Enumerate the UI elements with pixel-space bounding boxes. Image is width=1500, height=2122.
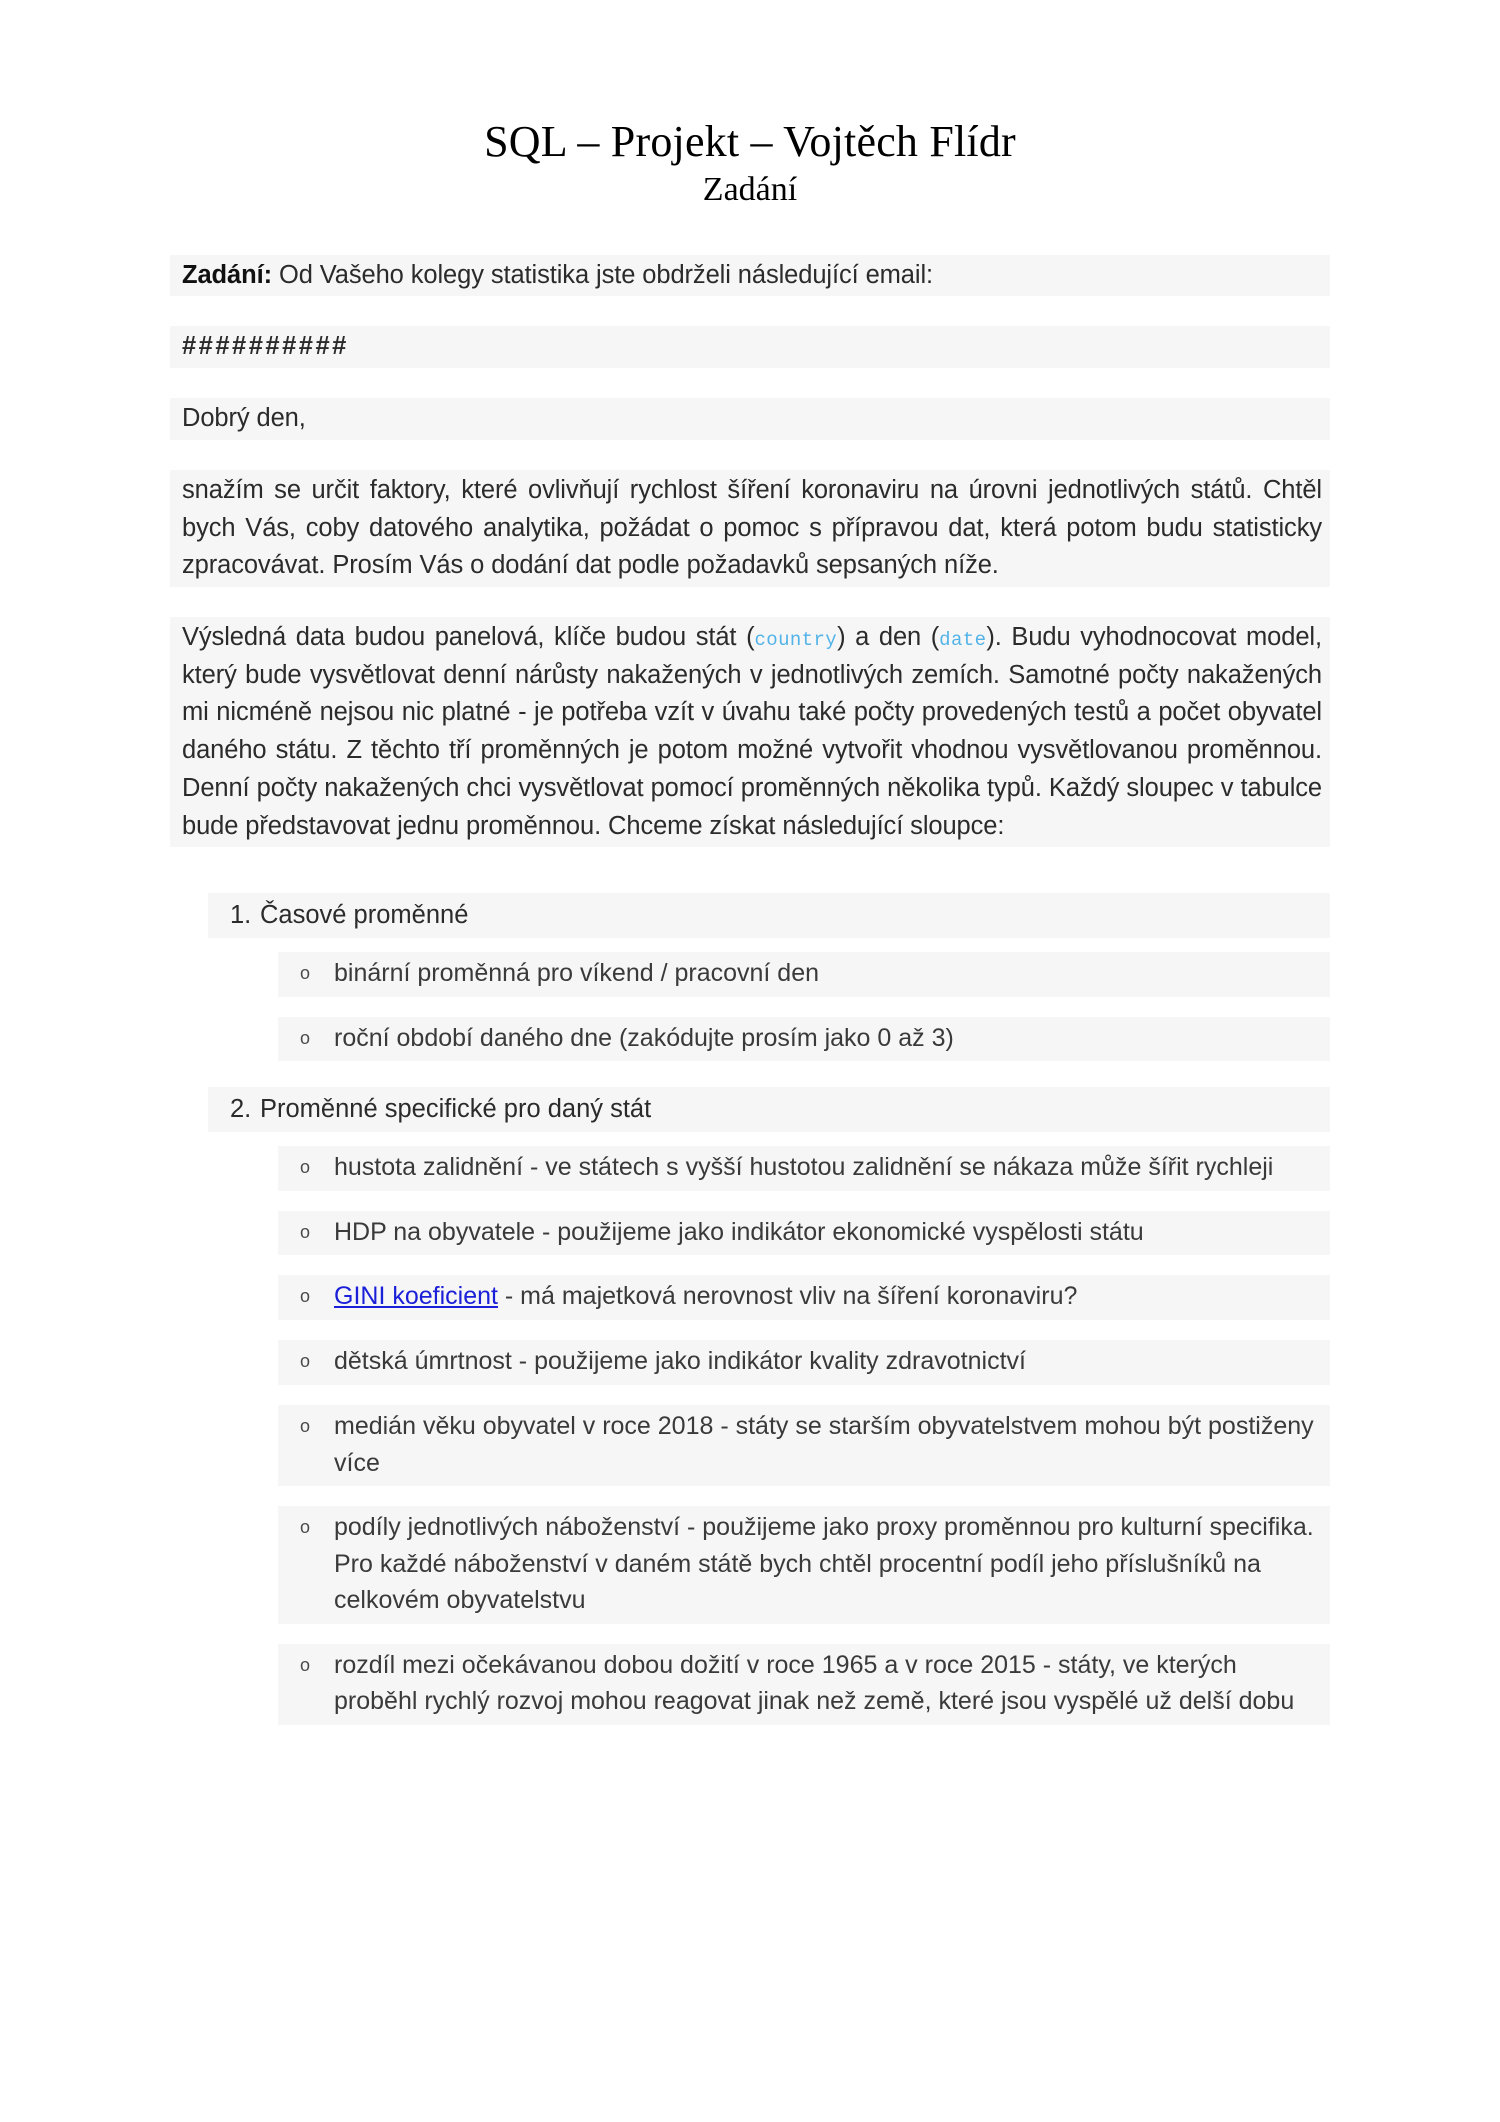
number-marker: 1.	[230, 901, 252, 930]
page-subtitle: Zadání	[702, 170, 798, 208]
sub-list-time-variables	[170, 952, 1330, 1062]
sub-row	[278, 952, 1330, 997]
numbered-label: Časové proměnné	[260, 901, 469, 930]
sub-row	[278, 1146, 1330, 1191]
list-item	[170, 1017, 1330, 1062]
bullet-marker-icon: o	[300, 1517, 311, 1538]
code-token-country: country	[754, 629, 838, 652]
code-token-date: date	[939, 629, 987, 652]
page-title: SQL – Projekt – Vojtěch Flídr	[484, 117, 1016, 166]
sub-item-text	[334, 1278, 1320, 1315]
numbered-heading	[208, 1087, 1330, 1131]
list-group-state-variables	[170, 1087, 1330, 1724]
document-body	[170, 255, 1330, 1725]
list-item	[170, 1506, 1330, 1624]
gini-coefficient-link[interactable]: GINI koeficient	[334, 1282, 498, 1311]
sub-item-text: HDP na obyvatele - použijeme jako indikátor ekonomické vyspělosti státu	[334, 1217, 1144, 1246]
sub-row	[278, 1644, 1330, 1725]
paragraph-two-part-two: ) a den (	[837, 623, 940, 652]
paragraph-two-part-three: ). Budu vyhodnocovat model, který bude vysvětlovat denní nárůsty nakažených v jednotlivých zemích. Samotné počty nakažených mi nicméně nejsou nic platné - je potřeba vzít v úvahu také počty provedených testů a počet obyvatel daného státu. Z těchto tří proměnných je potom možné vytvořit vhodnou vysvětlovanou proměnnou. Denní počty nakažených chci vysvětlovat pomocí proměnných několika typů. Každý sloupec v tabulce bude představovat jednu proměnnou. Chceme získat následující sloupce:	[182, 623, 1322, 840]
list-item	[170, 1146, 1330, 1191]
bullet-marker-icon: o	[300, 962, 311, 983]
separator-line: ##########	[170, 326, 1330, 368]
intro-label: Zadání:	[182, 260, 272, 289]
intro-text: Od Vašeho kolegy statistika jste obdrželi následující email:	[271, 260, 933, 289]
sub-row	[278, 1275, 1330, 1320]
list-item	[170, 1211, 1330, 1256]
sub-row	[278, 1017, 1330, 1062]
list-item	[170, 1644, 1330, 1725]
list-group-time-variables	[170, 893, 1330, 1061]
sub-item-text: rozdíl mezi očekávanou dobou dožití v roce 1965 a v roce 2015 - státy, ve kterých proběhl rychlý rozvoj mohou reagovat jinak než země, které jsou vyspělé už delší dobu	[334, 1650, 1295, 1716]
sub-item-text: dětská úmrtnost - použijeme jako indikátor kvality zdravotnictví	[334, 1347, 1026, 1376]
sub-item-text: medián věku obyvatel v roce 2018 - státy se starším obyvatelstvem mohou být postiženy více	[334, 1412, 1314, 1477]
sub-list-state-variables	[170, 1146, 1330, 1725]
sub-item-text: binární proměnná pro víkend / pracovní den	[334, 958, 820, 987]
list-spacer	[170, 877, 1330, 893]
bullet-marker-icon: o	[300, 1286, 311, 1307]
sub-item-text-rest: - má majetková nerovnost vliv na šíření koronaviru?	[497, 1282, 1078, 1311]
bullet-marker-icon: o	[300, 1654, 311, 1675]
list-item	[170, 1340, 1330, 1385]
paragraph-two	[170, 617, 1330, 847]
sub-row	[278, 1340, 1330, 1385]
bullet-marker-icon: o	[300, 1416, 311, 1437]
number-marker: 2.	[230, 1095, 252, 1124]
sub-row	[278, 1506, 1330, 1624]
bullet-marker-icon: o	[300, 1027, 311, 1048]
sub-item-text: roční období daného dne (zakódujte prosím jako 0 až 3)	[334, 1023, 954, 1052]
bullet-marker-icon: o	[300, 1221, 311, 1242]
list-item	[170, 1275, 1330, 1320]
numbered-heading	[208, 893, 1330, 937]
numbered-label: Proměnné specifické pro daný stát	[260, 1095, 652, 1124]
list-item	[170, 1405, 1330, 1486]
sub-row	[278, 1405, 1330, 1486]
intro-paragraph	[170, 255, 1330, 297]
bullet-marker-icon: o	[300, 1351, 311, 1372]
paragraph-two-part-one: Výsledná data budou panelová, klíče budou stát (	[182, 623, 755, 652]
paragraph-one: snažím se určit faktory, které ovlivňují rychlost šíření koronaviru na úrovni jednotlivých států. Chtěl bych Vás, coby datového analytika, požádat o pomoc s přípravou dat, která potom budu statisticky zpracovávat. Prosím Vás o dodání dat podle požadavků sepsaných níže.	[170, 470, 1330, 587]
sub-item-text: hustota zalidnění - ve státech s vyšší hustotou zalidnění se nákaza může šířit rychleji	[334, 1152, 1274, 1181]
greeting-line: Dobrý den,	[170, 398, 1330, 440]
sub-item-text: podíly jednotlivých náboženství - použijeme jako proxy proměnnou pro kulturní specifika. Pro každé náboženství v daném státě bych chtěl procentní podíl jeho příslušníků na celkovém obyvatelstvu	[334, 1513, 1314, 1615]
list-item	[170, 952, 1330, 997]
sub-row	[278, 1211, 1330, 1256]
title-block	[0, 0, 1500, 209]
requirements-list	[170, 893, 1330, 1724]
bullet-marker-icon: o	[300, 1156, 311, 1177]
